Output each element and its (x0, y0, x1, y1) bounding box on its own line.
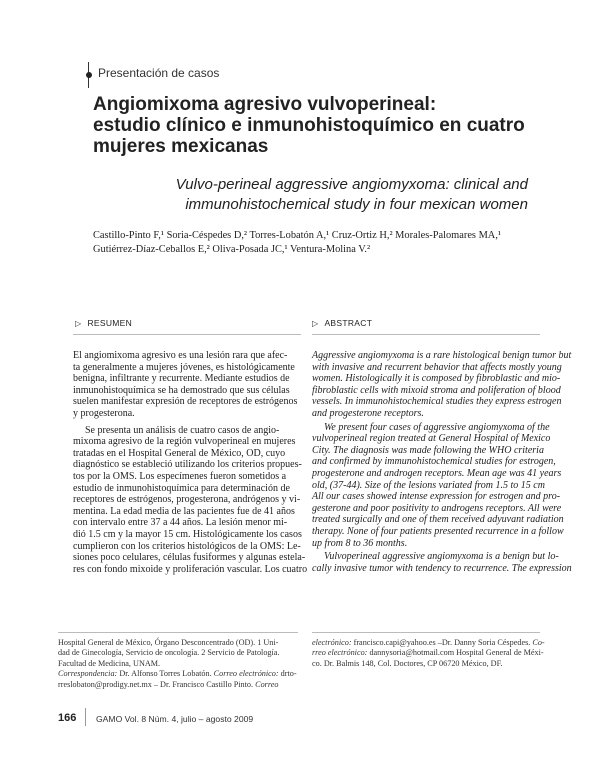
resumen-heading: ▷ RESUMEN (75, 318, 133, 328)
title-english-line: immunohistochemical study in four mexican women (185, 196, 528, 213)
abstract-paragraph-3: Vulvoperineal aggressive angiomyxoma is a benign but lo- cally invasive tumor with tendency to recurrence. The expression (312, 551, 572, 574)
section-bullet-icon (86, 72, 92, 78)
title-spanish-line: estudio clínico e inmunohistoquímico en cuatro (93, 115, 525, 136)
abstract-paragraph-2: We present four cases of aggressive angiomyxoma of the vulvoperineal region treated at General Hospital of Mexico City. The diagnosis was made following the WHO criteria and confirmed by immunohistochemical studies for estrogen, progesterone and androgen receptors. Mean age was 41 years old, (37-44). Size of the lesions variated from 1.5 to 15 cm All our cases showed intense expression for estrogen and pro- gesterone and poor positivity to androgens receptors. All were treated surgically and one of them received adyuvant radiation therapy. None of four patients presented recurrence in a follow up from 8 to 36 months. (312, 421, 564, 549)
triangle-bullet-icon: ▷ (75, 319, 82, 328)
footnote-rule-right (312, 632, 540, 633)
authors-line: Gutiérrez-Díaz-Ceballos E,² Oliva-Posada JC,¹ Ventura-Molina V.² (93, 244, 371, 255)
journal-citation: GAMO Vol. 8 Núm. 4, julio – agosto 2009 (96, 714, 254, 724)
correspondence-footnote: electrónico: francisco.capi@yahoo.es –Dr. Danny Soria Céspedes. Co- rreo electrónico: dannysoria@hotmail.com Hospital General de Méxi- co. Dr. Balmis 148, Col. Doctores, CP 06720 México, DF. (312, 638, 545, 668)
resumen-heading-rule (73, 334, 301, 335)
abstract-body (312, 350, 572, 574)
triangle-bullet-icon: ▷ (312, 319, 319, 328)
footer-separator (85, 708, 86, 726)
abstract-heading: ▷ ABSTRACT (312, 318, 373, 328)
authors-line: Castillo-Pinto F,¹ Soria-Céspedes D,² Torres-Lobatón A,¹ Cruz-Ortiz H,² Morales-Palomares MA,¹ (93, 230, 502, 241)
page-number: 166 (58, 712, 77, 724)
abstract-heading-rule (312, 334, 540, 335)
resumen-paragraph-2: Se presenta un análisis de cuatro casos de angio- mixoma agresivo de la región vulvoperineal en mujeres tratadas en el Hospital General de México, OD, cuyo diagnóstico se estableció utilizando los criterios propues- tos por la OMS. Los especímenes fueron sometidos a estudio de inmunohistoquímica para determinación de receptores de estrógenos, progesterona, andrógenos y vi- mentina. La edad media de las pacientes fue de 41 años con intervalo entre 37 a 44 años. La lesión menor mi- dió 1.5 cm y la mayor 15 cm. Histológicamente los casos cumplieron con los criterios histológicos de la OMS: Le- siones poco celulares, células fusiformes y algunas estela- res con fondo mixoide y proliferación vascular. Los cuatro (73, 424, 308, 575)
affiliation-footnote: Hospital General de México, Órgano Desconcentrado (OD). 1 Uni- dad de Ginecología, Servicio de oncología. 2 Servicio de Patología. Facultad de Medicina, UNAM. Correspondencia: Dr. Alfonso Torres Lobatón. Correo electrónico: drto- rreslobaton@prodigy.net.mx – Dr. Francisco Castillo Pinto. Correo (58, 638, 297, 689)
resumen-paragraph-1: El angiomixoma agresivo es una lesión rara que afec- ta generalmente a mujeres jóvenes, es histológicamente benigna, infiltrante y recurrente. Mediante estudios de inmunohistoquímica se ha demostrado que sus células suelen manifestar expresión de receptores de estrógenos y progesterona. (73, 350, 298, 419)
resumen-body (73, 350, 308, 575)
authors (93, 229, 533, 257)
abstract-paragraph-1: Aggressive angiomyxoma is a rare histological benign tumor but with invasive and recurrent behavior that affects mostly young women. Histologically it is composed by fibroblastic and mio- fibroblastic cells with mixoid stroma and poliferation of blood vessels. In immunohistochemical studies they express estrogen and progesterone receptors. (312, 350, 572, 419)
title-english-line: Vulvo-perineal aggressive angiomyxoma: clinical and (175, 176, 528, 193)
title-spanish-line: Angiomixoma agresivo vulvoperineal: (93, 94, 437, 115)
title-spanish-line: mujeres mexicanas (93, 136, 269, 157)
section-label: Presentación de casos (98, 66, 220, 80)
footnote-rule-left (58, 632, 298, 633)
title-spanish (93, 94, 553, 157)
title-english (108, 175, 528, 215)
